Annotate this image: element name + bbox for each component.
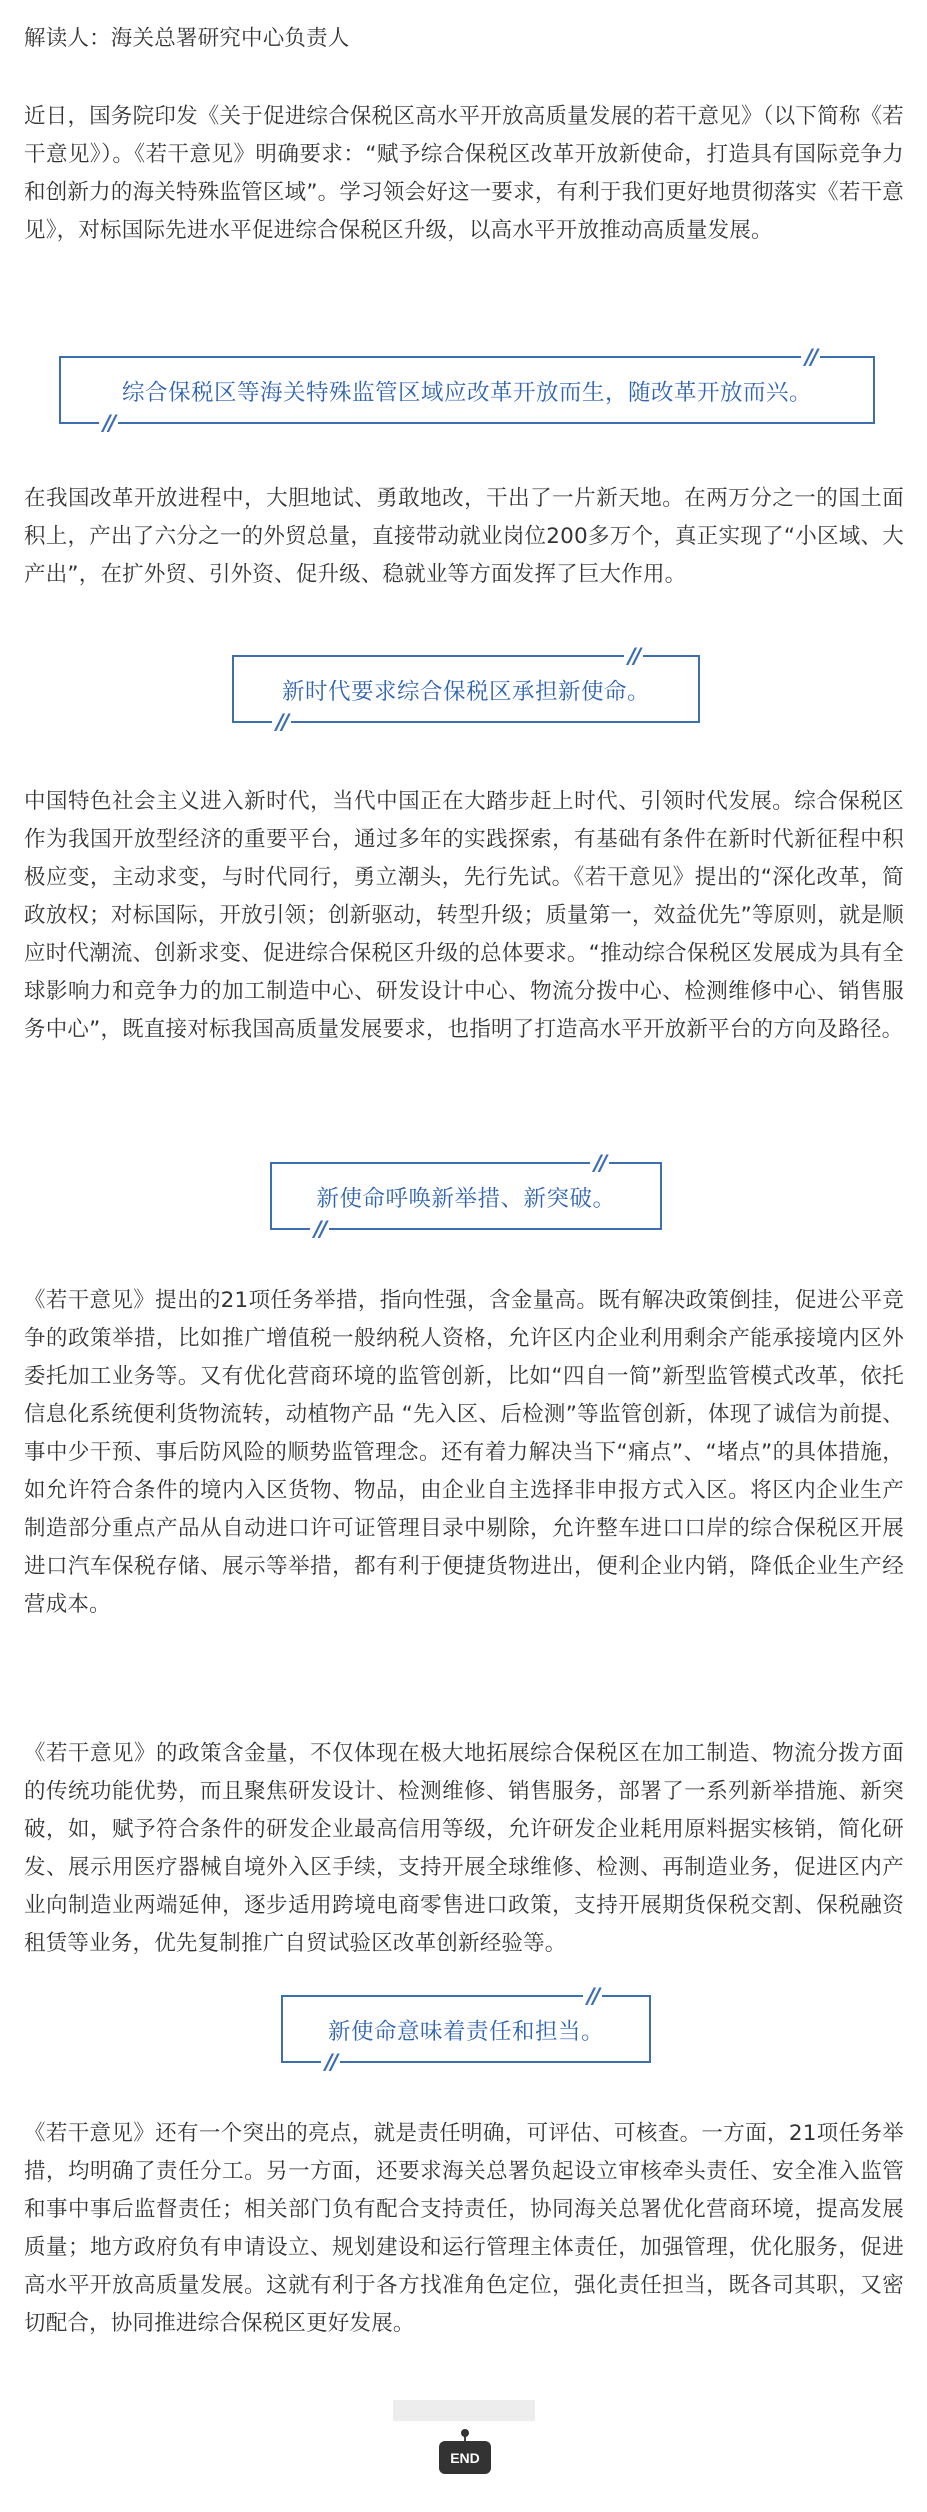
end-tag-icon — [436, 2428, 494, 2478]
slash-mark-bottom: // — [321, 2050, 340, 2074]
slash-mark-bottom: // — [272, 710, 291, 734]
slash-mark-top: // — [801, 345, 820, 369]
heading-text-4: 新使命意味着责任和担当。 — [327, 2019, 604, 2045]
paragraph-new-era: 中国特色社会主义进入新时代，当代中国正在大踏步赶上时代、引领时代发展。综合保税区作为我国开放型经济的重要平台，通过多年的实践探索，有基础有条件在新时代新征程中积极应变，主动求变，与时代同行，勇立潮头，先行先试。《若干意见》提出的“深化改革，简政放权；对标国际，开放引领；创新驱动，转型升级；质量第一，效益优先”等原则，就是顺应时代潮流、创新求变、促进综合保税区升级的总体要求。“推动综合保税区发展成为具有全球影响力和竞争力的加工制造中心、研发设计中心、物流分拨中心、检测维修中心、销售服务中心”，既直接对标我国高质量发展要求，也指明了打造高水平开放新平台的方向及路径。 — [24, 789, 904, 1042]
heading-text-2: 新时代要求综合保税区承担新使命。 — [281, 679, 650, 705]
slash-mark-top: // — [583, 1984, 602, 2008]
section-heading-1 — [59, 345, 875, 435]
slash-mark-top: // — [624, 644, 643, 668]
paragraph-origin: 在我国改革开放进程中，大胆地试、勇敢地改，干出了一片新天地。在两万分之一的国土面积上，产出了六分之一的外贸总量，直接带动就业岗位200多万个，真正实现了“小区域、大产出”，在扩外贸、引外资、促升级、稳就业等方面发挥了巨大作用。 — [24, 486, 904, 587]
paragraph-policy-value: 《若干意见》的政策含金量，不仅体现在极大地拓展综合保税区在加工制造、物流分拨方面的传统功能优势，而且聚焦研发设计、检测维修、销售服务，部署了一系列新举措施、新突破，如，赋予符合条件的研发企业最高信用等级，允许研发企业耗用原料据实核销，简化研发、展示用医疗器械自境外入区手续，支持开展全球维修、检测、再制造业务，促进区内产业向制造业两端延伸，逐步适用跨境电商零售进口政策，支持开展期货保税交割、保税融资租赁等业务，优先复制推广自贸试验区改革创新经验等。 — [24, 1741, 904, 1956]
slash-mark-top: // — [590, 1151, 609, 1175]
section-heading-4 — [281, 1984, 651, 2074]
slash-mark-bottom: // — [99, 411, 118, 435]
paragraph-intro: 近日，国务院印发《关于促进综合保税区高水平开放高质量发展的若干意见》（以下简称《若干意见》）。《若干意见》明确要求：“赋予综合保税区改革开放新使命，打造具有国际竞争力和创新力的海关特殊监管区域”。学习领会好这一要求，有利于我们更好地贯彻落实《若干意见》，对标国际先进水平促进综合保税区升级，以高水平开放推动高质量发展。 — [24, 104, 904, 243]
end-label: END — [450, 2450, 480, 2466]
heading-text-1: 综合保税区等海关特殊监管区域应改革开放而生，随改革开放而兴。 — [121, 380, 812, 406]
end-divider-bar — [393, 2400, 535, 2421]
interpreter-line: 解读人：海关总署研究中心负责人 — [24, 26, 350, 51]
section-heading-2 — [232, 644, 700, 734]
paragraph-responsibility: 《若干意见》还有一个突出的亮点，就是责任明确，可评估、可核查。一方面，21项任务举措，均明确了责任分工。另一方面，还要求海关总署负起设立审核牵头责任、安全准入监管和事中事后监督责任；相关部门负有配合支持责任，协同海关总署优化营商环境，提高发展质量；地方政府负有申请设立、规划建设和运行管理主体责任，加强管理，优化服务，促进高水平开放高质量发展。这就有利于各方找准角色定位，强化责任担当，既各司其职，又密切配合，协同推进综合保税区更好发展。 — [24, 2121, 904, 2336]
slash-mark-bottom: // — [310, 1217, 329, 1241]
heading-text-3: 新使命呼唤新举措、新突破。 — [316, 1186, 616, 1212]
paragraph-measures: 《若干意见》提出的21项任务举措，指向性强，含金量高。既有解决政策倒挂，促进公平竞争的政策举措，比如推广增值税一般纳税人资格，允许区内企业利用剩余产能承接境内区外委托加工业务等。又有优化营商环境的监管创新，比如“四自一简”新型监管模式改革，依托信息化系统便利货物流转，动植物产品 “先入区、后检测”等监管创新，体现了诚信为前提、事中少干预、事后防风险的顺势监管理念。还有着力解决当下“痛点”、“堵点”的具体措施，如允许符合条件的境内入区货物、物品，由企业自主选择非申报方式入区。将区内企业生产制造部分重点产品从自动进口许可证管理目录中剔除，允许整车进口口岸的综合保税区开展进口汽车保税存储、展示等举措，都有利于便捷货物进出，便利企业内销，降低企业生产经营成本。 — [24, 1288, 904, 1617]
section-heading-3 — [270, 1151, 662, 1241]
